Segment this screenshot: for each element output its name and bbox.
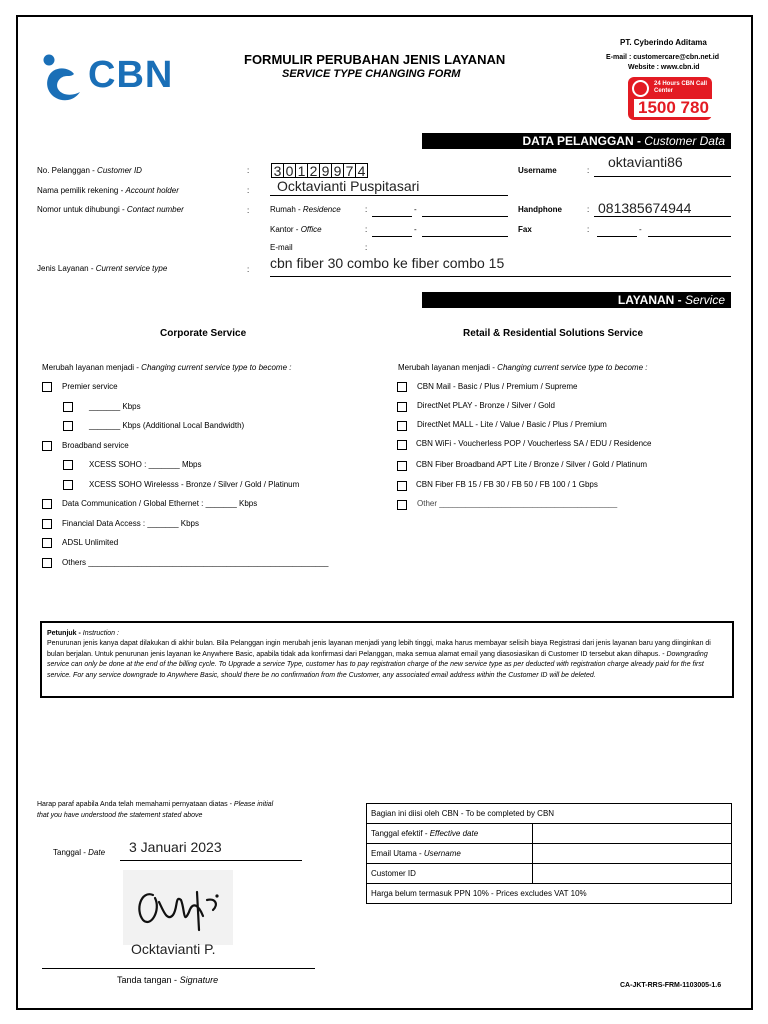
phone-icon — [632, 80, 649, 97]
cbn-customer-id-field[interactable] — [533, 864, 732, 884]
data-communication-label: Data Communication / Global Ethernet : _______ Kbps — [62, 499, 258, 508]
initial-note: Harap paraf apabila Anda telah memahami pernyataan diatas - Please initial — [37, 801, 274, 808]
premier-kbps-label: _______ Kbps — [89, 402, 141, 411]
service-bar — [422, 292, 731, 308]
initial-note-line2: that you have understood the statement stated above — [37, 812, 203, 819]
data-communication-checkbox[interactable] — [42, 499, 52, 509]
email-label: E-mail — [270, 243, 293, 252]
office-area-line — [372, 236, 412, 237]
fax-label: Fax — [518, 225, 532, 234]
colon: : — [247, 186, 250, 195]
office-number-line — [422, 236, 508, 237]
service-type-line — [270, 276, 731, 277]
instruction-label-en: Instruction : — [82, 630, 119, 637]
office-label: Kantor - Office — [270, 225, 322, 234]
customer-data-bar — [422, 133, 731, 149]
instruction-text-en: Downgrading service can only be done at the end of the billing cycle. To Upgrade a service Type, customer has to pay registration charge of the new service type as per deducted with registration charge already paid for the first service. For any service downgrade to Anywhere Basic, should there be no confirmation from the Customer, any associated email address within the Customer ID will be deleted. — [47, 650, 708, 679]
colon: : — [587, 225, 590, 234]
corporate-others-label: Others ______________________________________________________ — [62, 558, 329, 567]
call-center-number: 1500 780 — [634, 99, 713, 117]
username-line — [594, 176, 731, 177]
username-label: Username — [518, 166, 557, 175]
financial-data-access-checkbox[interactable] — [42, 519, 52, 529]
residence-label: Rumah - Residence — [270, 205, 341, 214]
main-email-label: Email Utama - Username — [367, 844, 533, 864]
call-center-badge — [628, 77, 712, 120]
handwritten-signature-icon — [123, 870, 233, 945]
company-website: Website : www.cbn.id — [628, 64, 700, 71]
cbn-customer-id-label: Customer ID — [367, 864, 533, 884]
company-name: PT. Cyberindo Aditama — [620, 38, 707, 47]
main-email-field[interactable] — [533, 844, 732, 864]
customer-data-bar-label: DATA PELANGGAN - — [522, 134, 645, 148]
adsl-unlimited-label: ADSL Unlimited — [62, 538, 119, 547]
service-bar-label-en: Service — [684, 293, 725, 307]
customer-data-bar-label-en: Customer Data — [644, 134, 725, 148]
financial-data-access-label: Financial Data Access : _______ Kbps — [62, 519, 199, 528]
cbn-mail-checkbox[interactable] — [397, 382, 407, 392]
cbn-logo — [40, 52, 190, 108]
cbn-wifi-checkbox[interactable] — [397, 440, 407, 450]
form-code: CA-JKT-RRS-FRM-1103005-1.6 — [620, 982, 722, 989]
instruction-box — [40, 621, 734, 698]
cbn-fiber-apt-checkbox[interactable] — [397, 461, 407, 471]
date-label: Tanggal - Date — [53, 848, 106, 857]
username-value[interactable]: oktavianti86 — [608, 154, 683, 170]
customer-id-label: No. Pelanggan - Customer ID — [37, 166, 142, 175]
directnet-mall-checkbox[interactable] — [397, 421, 407, 431]
call-center-label: 24 Hours CBN Call Center — [654, 81, 708, 94]
id-digit: 9 — [319, 163, 332, 178]
directnet-play-label: DirectNet PLAY - Bronze / Silver / Gold — [417, 401, 555, 410]
date-value[interactable]: 3 Januari 2023 — [129, 839, 222, 855]
dash: - — [639, 225, 642, 234]
dash: - — [414, 225, 417, 234]
signature-line — [42, 968, 315, 969]
form-title: FORMULIR PERUBAHAN JENIS LAYANAN — [244, 52, 506, 67]
contact-number-label: Nomor untuk dihubungi - Contact number — [37, 205, 184, 214]
residence-number-line — [422, 216, 508, 217]
id-digit: 0 — [283, 163, 296, 178]
date-line — [120, 860, 302, 861]
xcess-soho-wireless-label: XCESS SOHO Wirelesss - Bronze / Silver / Gold / Platinum — [89, 480, 300, 489]
fax-area-line — [597, 236, 637, 237]
corporate-service-title: Corporate Service — [160, 328, 247, 339]
price-note: Harga belum termasuk PPN 10% - Prices excludes VAT 10% — [367, 884, 732, 904]
adsl-unlimited-checkbox[interactable] — [42, 538, 52, 548]
cbn-box-title: Bagian ini diisi oleh CBN - To be completed by CBN — [367, 804, 732, 824]
handphone-line — [594, 216, 731, 217]
service-type-value[interactable]: cbn fiber 30 combo ke fiber combo 15 — [270, 255, 505, 271]
additional-bandwidth-label: _______ Kbps (Additional Local Bandwidth) — [89, 421, 245, 430]
logo-text: CBN — [88, 54, 174, 96]
retail-other-checkbox[interactable] — [397, 500, 407, 510]
cbn-mail-label: CBN Mail - Basic / Plus / Premium / Supreme — [417, 382, 578, 391]
instruction-text-id: Penurunan jenis kanya dapat dilakukan di akhir bulan. Bila Pelanggan ingin merubah jenis layanan menjadi yang lebih tinggi, maka harus membayar selisih biaya Registrasi dari jenis layanan baru yang diinginkan di bulan berjalan. Untuk penurunan jenis layanan ke Anywhere Basic, apabila tidak ada konfirmasi dari Pelanggan, maka semua alamat email yang diasosiasikan di Customer ID tersebut akan dihapus. - — [47, 640, 711, 658]
colon: : — [587, 166, 590, 175]
directnet-play-checkbox[interactable] — [397, 402, 407, 412]
residence-area-line — [372, 216, 412, 217]
id-digit: 7 — [343, 163, 356, 178]
premier-service-checkbox[interactable] — [42, 382, 52, 392]
retail-change-label: Merubah layanan menjadi - Changing current service type to become : — [398, 363, 648, 372]
premier-kbps-checkbox[interactable] — [63, 402, 73, 412]
service-type-label: Jenis Layanan - Current service type — [37, 264, 168, 273]
retail-other-label: Other ________________________________________ — [417, 499, 618, 508]
company-email: E-mail : customercare@cbn.net.id — [606, 54, 720, 61]
id-digit: 3 — [271, 163, 284, 178]
handphone-label: Handphone — [518, 205, 562, 214]
cbn-fiber-label: CBN Fiber FB 15 / FB 30 / FB 50 / FB 100 / 1 Gbps — [416, 480, 598, 489]
fax-number-line — [648, 236, 731, 237]
colon: : — [247, 206, 250, 215]
colon: : — [365, 243, 368, 252]
dash: - — [414, 205, 417, 214]
id-digit: 4 — [355, 163, 368, 178]
cbn-wifi-label: CBN WiFi - Voucherless POP / Voucherless SA / EDU / Residence — [416, 439, 652, 448]
signature-image — [123, 870, 233, 945]
colon: : — [247, 265, 250, 274]
corporate-others-checkbox[interactable] — [42, 558, 52, 568]
service-bar-label: LAYANAN - — [617, 293, 685, 307]
corporate-change-label: Merubah layanan menjadi - Changing current service type to become : — [42, 363, 292, 372]
premier-service-label: Premier service — [62, 382, 118, 391]
effective-date-label: Tanggal efektif - Effective date — [367, 824, 533, 844]
signer-name: Ocktavianti P. — [131, 941, 216, 957]
cbn-fiber-apt-label: CBN Fiber Broadband APT Lite / Bronze / Silver / Gold / Platinum — [416, 460, 648, 469]
xcess-soho-label: XCESS SOHO : _______ Mbps — [89, 460, 202, 469]
colon: : — [365, 225, 368, 234]
colon: : — [365, 205, 368, 214]
xcess-soho-checkbox[interactable] — [63, 460, 73, 470]
id-digit: 9 — [331, 163, 344, 178]
id-digit: 1 — [295, 163, 308, 178]
account-holder-value[interactable]: Ocktavianti Puspitasari — [277, 178, 420, 194]
directnet-mall-label: DirectNet MALL - Lite / Value / Basic / Plus / Premium — [417, 420, 607, 429]
colon: : — [247, 166, 250, 175]
form-subtitle: SERVICE TYPE CHANGING FORM — [282, 68, 461, 80]
effective-date-field[interactable] — [533, 824, 732, 844]
handphone-value[interactable]: 081385674944 — [598, 200, 692, 216]
cbn-fiber-checkbox[interactable] — [397, 481, 407, 491]
instruction-label: Petunjuk - — [47, 630, 83, 637]
holder-line — [270, 195, 508, 196]
id-digit: 2 — [307, 163, 320, 178]
colon: : — [587, 205, 590, 214]
additional-bandwidth-checkbox[interactable] — [63, 421, 73, 431]
xcess-soho-wireless-checkbox[interactable] — [63, 480, 73, 490]
broadband-service-label: Broadband service — [62, 441, 129, 450]
account-holder-label: Nama pemilik rekening - Account holder — [37, 186, 179, 195]
cbn-use-table — [366, 803, 732, 904]
retail-service-title: Retail & Residential Solutions Service — [463, 328, 644, 339]
signature-label: Tanda tangan - Signature — [117, 975, 219, 985]
instruction-text — [47, 629, 727, 681]
broadband-service-checkbox[interactable] — [42, 441, 52, 451]
